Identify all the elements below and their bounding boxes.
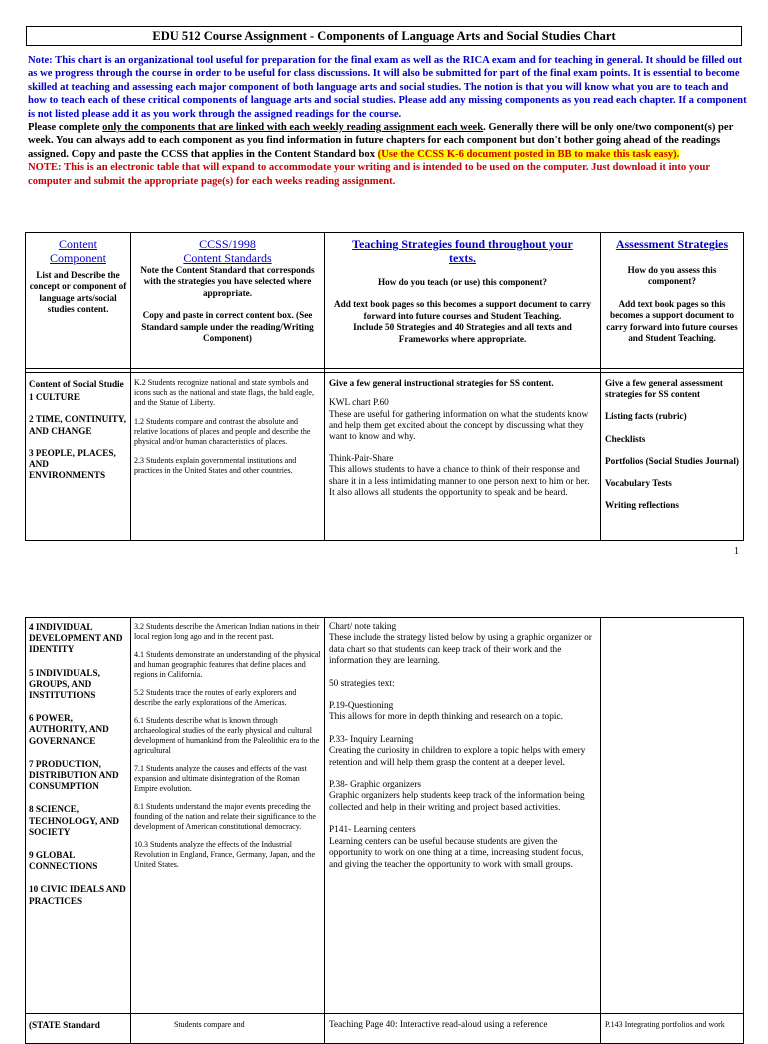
header-teaching — [325, 233, 601, 369]
content-item: 5 INDIVIDUALS, GROUPS, AND INSTITUTIONS — [29, 667, 100, 701]
header-content-title1: Content — [59, 237, 97, 251]
assessment-item: P.143 Integrating portfolios and work — [605, 1020, 725, 1029]
strategy-body: These are useful for gathering information on what the students know and help them get excited about the concept by discussing what they want to know and why. — [329, 409, 589, 443]
row2-content — [26, 618, 131, 1014]
instructions — [28, 54, 748, 188]
standard-item: 3.2 Students describe the American Indian nations in their local region long ago and in the recent past. — [134, 622, 320, 641]
assessment-item: Vocabulary Tests — [605, 478, 672, 489]
strategy-body: Learning centers can be useful because students are given the opportunity to work on one thing at a time, increasing student focus, and giving the teacher the opportunity to work with small groups. — [329, 836, 584, 870]
row3-assessment — [601, 1014, 744, 1044]
header-teaching-sub2: Add text book pages so this becomes a support document to carry forward into future courses and Student Teaching. — [334, 299, 591, 321]
instructions-complete — [28, 121, 748, 161]
row3-content — [26, 1014, 131, 1044]
ccss-highlight: (Use the CCSS K-6 document posted in BB to make this task easy). — [377, 148, 680, 160]
content-item: (STATE Standard — [29, 1020, 100, 1030]
header-teaching-title2: texts. — [449, 251, 476, 265]
table-row-partial — [26, 1014, 744, 1044]
teaching-lead: Give a few general instructional strategies for SS content. — [329, 378, 554, 388]
header-content-sub: List and Describe the concept or component of language arts/social studies content. — [29, 270, 127, 315]
standard-item: 6.1 Students describe what is known through archaeological studies of the early physical and cultural development of humankind from the Paleolithic era to the agricultural — [134, 716, 320, 755]
row3-standards — [131, 1014, 325, 1044]
chart-table-page1 — [25, 232, 744, 541]
header-assessment-sub1: How do you assess this component? — [627, 265, 717, 287]
header-standards-sub1: Note the Content Standard that corresponds with the strategies you have selected where appropriate. — [140, 265, 315, 298]
row2-standards — [131, 618, 325, 1014]
header-teaching-sub3: Include 50 Strategies and 40 Strategies and all texts and Frameworks where appropriate. — [353, 322, 572, 344]
standard-item: 10.3 Students analyze the effects of the Industrial Revolution in England, France, Germany, Japan, and the United States. — [134, 840, 315, 869]
complete-underline: only the components that are linked with each weekly reading assignment each week — [102, 122, 484, 134]
content-item: Content of Social Studie — [29, 379, 124, 389]
row2-teaching — [325, 618, 601, 1014]
strategies-label: 50 strategies text: — [329, 678, 395, 689]
row2-assessment — [601, 618, 744, 1014]
strategy-title: P.38- Graphic organizers — [329, 780, 421, 791]
header-assessment-sub2: Add text book pages so this becomes a support document to carry forward into future courses and Student Teaching. — [606, 298, 738, 344]
strategy-body: These include the strategy listed below by using a graphic organizer or data chart so that students can keep track of their work and the information they are learning. — [329, 633, 592, 667]
strategy-title: Teaching Page 40: Interactive read-aloud using a reference — [329, 1020, 548, 1030]
instructions-electronic-note: NOTE: This is an electronic table that will expand to accommodate your writing and is intended to be used on the computer. Just download it into your computer and submit the appropriate page(s) for each weeks reading assignment. — [28, 162, 710, 187]
strategy-body: Creating the curiosity in children to explore a topic helps with emery retention and will help them grasp the content at a deeper level. — [329, 746, 586, 768]
strategy-body: This allows for more in depth thinking and research on a topic. — [329, 712, 563, 723]
row1-teaching — [325, 373, 601, 541]
content-item: 2 TIME, CONTINUITY, AND CHANGE — [29, 414, 127, 436]
standard-item: 5.2 Students trace the routes of early explorers and describe the early explorations of the Americas. — [134, 688, 297, 707]
header-standards-title1: CCSS/1998 — [199, 237, 256, 251]
strategy-title: Chart/ note taking — [329, 622, 397, 632]
header-content — [26, 233, 131, 369]
strategy-title: KWL chart P.60 — [329, 398, 389, 409]
content-item: 7 PRODUCTION, DISTRIBUTION AND CONSUMPTION — [29, 758, 119, 792]
content-item: 4 INDIVIDUAL DEVELOPMENT AND IDENTITY — [29, 622, 123, 655]
standard-item: Students compare and — [174, 1020, 245, 1029]
standard-item: 4.1 Students demonstrate an understanding of the physical and human geographic features that define places and regions in California. — [134, 650, 321, 679]
header-teaching-title1: Teaching Strategies found throughout your — [352, 237, 573, 251]
standard-item: 7.1 Students analyze the causes and effects of the vast expansion and ultimate disintegration of the Roman Empire evolution. — [134, 764, 307, 793]
document-title: EDU 512 Course Assignment - Components of Language Arts and Social Studies Chart — [26, 26, 742, 46]
strategy-title: Think-Pair-Share — [329, 453, 394, 464]
content-item: 8 SCIENCE, TECHNOLOGY, AND SOCIETY — [29, 804, 120, 837]
header-standards-title2: Content Standards — [183, 251, 272, 265]
strategy-title: P.33- Inquiry Learning — [329, 734, 414, 745]
strategy-title: P.19-Questioning — [329, 701, 394, 712]
standard-item: 8.1 Students understand the major events preceding the founding of the nation and relate their significance to the development of American constitutional democracy. — [134, 802, 316, 831]
row1-assessment — [601, 373, 744, 541]
assessment-item: Writing reflections — [605, 500, 679, 511]
content-item: 3 PEOPLE, PLACES, AND ENVIRONMENTS — [29, 447, 116, 481]
page-number: 1 — [734, 546, 739, 557]
table-row — [26, 618, 744, 1014]
strategy-body: Graphic organizers help students keep track of the information being collected and help in their writing and project based activities. — [329, 791, 585, 813]
standard-item: K.2 Students recognize national and state symbols and icons such as the national and state flags, the bald eagle, and the Statue of Liberty. — [134, 378, 314, 407]
header-row — [26, 233, 744, 369]
row1-standards — [131, 373, 325, 541]
complete-rest: . Generally there will be only one/two component(s) per week. You can always add to each component as you find information in future chapters for each component but don't bother going ahead of the readings assigned. Copy and paste the CCSS that applies in the Content Standard box — [28, 122, 734, 160]
content-item: 6 POWER, AUTHORITY, AND GOVERNANCE — [29, 713, 109, 746]
header-standards — [131, 233, 325, 369]
row3-teaching — [325, 1014, 601, 1044]
content-item: 1 CULTURE — [29, 392, 80, 403]
row1-content — [26, 373, 131, 541]
assessment-item: Checklists — [605, 433, 646, 444]
table-row — [26, 373, 744, 541]
chart-table-page2 — [25, 617, 744, 1044]
header-assessment-title: Assessment Strategies — [615, 237, 729, 251]
strategy-title: P141- Learning centers — [329, 825, 416, 836]
assessment-item: Portfolios (Social Studies Journal) — [605, 455, 739, 466]
assessment-lead: Give a few general assessment strategies for SS content — [605, 378, 723, 400]
header-content-title2: Component — [50, 251, 106, 265]
strategy-body: This allows students to have a chance to think of their response and share it in a less intimidating manner to one person next to him or her. It also allows all students the opportunity to speak and be heard. — [329, 465, 590, 499]
instructions-note: Note: This chart is an organizational tool useful for preparation for the final exam as well as the RICA exam and for teaching in general. It should be filled out as we progress through the course in order to be useful for class discussions. It will also be submitted for part of the final exam points. It is essential to become skilled at teaching and assessing each major component of both language arts and social studies. The notion is that you will know what you are to teach and how to teach each of these critical components of language arts and social studies. Please add any missing components as you read each chapter. If a component is not listed please add it as you work through the assigned readings for the course. — [28, 55, 747, 120]
standard-item: 2.3 Students explain governmental institutions and practices in the United States and other countries. — [134, 456, 297, 475]
assessment-item: Listing facts (rubric) — [605, 411, 687, 422]
content-item: 10 CIVIC IDEALS AND PRACTICES — [29, 884, 126, 906]
header-standards-sub2: Copy and paste in correct content box. (See Standard sample under the reading/Writing Component) — [141, 310, 314, 344]
header-assessment — [601, 233, 744, 369]
complete-prefix: Please complete — [28, 122, 103, 134]
content-item: 9 GLOBAL CONNECTIONS — [29, 850, 98, 872]
header-teaching-sub1: How do you teach (or use) this component? — [377, 277, 548, 287]
standard-item: 1.2 Students compare and contrast the absolute and relative locations of places and people and describe the physical and/or human characteristics of places. — [134, 417, 311, 446]
